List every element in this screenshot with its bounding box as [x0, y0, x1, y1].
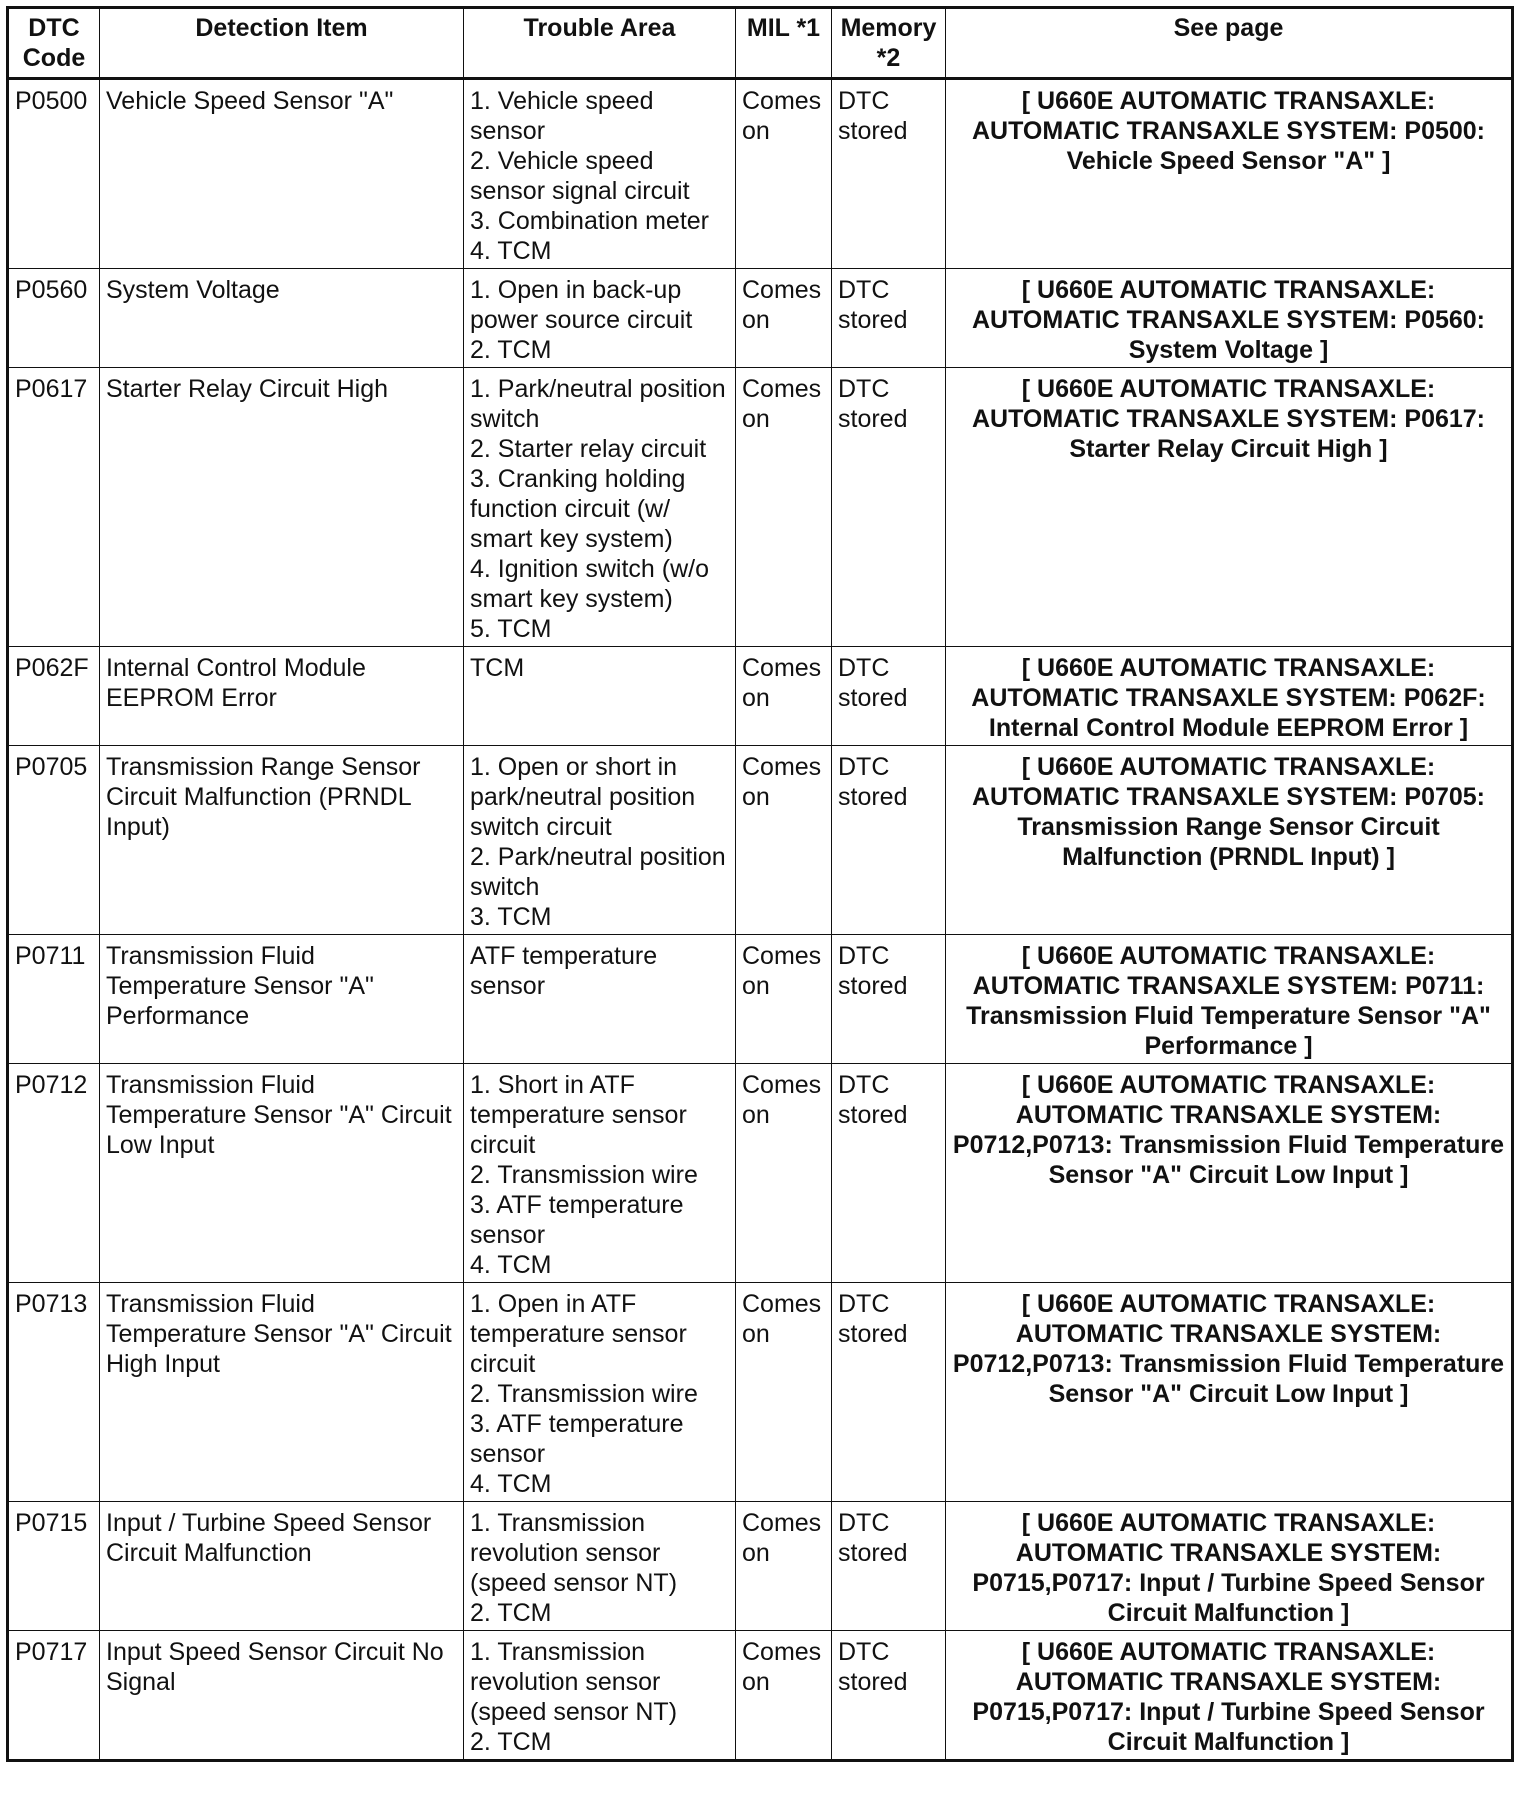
header-detection-item: Detection Item [100, 8, 464, 79]
see-page-link[interactable]: [ U660E AUTOMATIC TRANSAXLE: AUTOMATIC TRANSAXLE SYSTEM: P0617: Starter Relay Circuit High ] [971, 375, 1486, 463]
trouble-area-line: 5. TCM [470, 615, 552, 643]
trouble-area-line: 2. Park/neutral position switch [470, 843, 726, 901]
see-page-cell [946, 935, 1513, 1064]
memory-cell: DTC stored [832, 368, 946, 647]
table-row [8, 368, 1513, 647]
detection-item-cell: Starter Relay Circuit High [100, 368, 464, 647]
detection-item-cell: Transmission Fluid Temperature Sensor "A" Performance [100, 935, 464, 1064]
mil-cell: Comes on [736, 746, 832, 935]
see-page-link[interactable]: [ U660E AUTOMATIC TRANSAXLE: AUTOMATIC TRANSAXLE SYSTEM: P0712,P0713: Transmission Fluid Temperature Sensor "A" Circuit Low Input ] [952, 1071, 1505, 1189]
see-page-link[interactable]: [ U660E AUTOMATIC TRANSAXLE: AUTOMATIC TRANSAXLE SYSTEM: P0500: Vehicle Speed Sensor "A" ] [971, 87, 1486, 175]
detection-item-cell: System Voltage [100, 269, 464, 368]
mil-cell: Comes on [736, 647, 832, 746]
trouble-area-cell [464, 368, 736, 647]
header-mil: MIL *1 [736, 8, 832, 79]
see-page-link[interactable]: [ U660E AUTOMATIC TRANSAXLE: AUTOMATIC TRANSAXLE SYSTEM: P062F: Internal Control Module EEPROM Error ] [971, 654, 1486, 742]
detection-item-cell: Transmission Fluid Temperature Sensor "A" Circuit High Input [100, 1283, 464, 1502]
trouble-area-cell [464, 647, 736, 746]
detection-item-cell: Transmission Fluid Temperature Sensor "A" Circuit Low Input [100, 1064, 464, 1283]
table-header-row [8, 8, 1513, 79]
header-memory: Memory *2 [832, 8, 946, 79]
trouble-area-line: 1. Transmission revolution sensor (speed sensor NT) [470, 1509, 678, 1597]
trouble-area-cell [464, 1631, 736, 1761]
dtc-code-cell: P0705 [8, 746, 100, 935]
trouble-area-cell [464, 1502, 736, 1631]
mil-cell: Comes on [736, 1064, 832, 1283]
header-dtc-code: DTC Code [8, 8, 100, 79]
see-page-cell [946, 1283, 1513, 1502]
dtc-table [6, 6, 1514, 1762]
table-row [8, 1064, 1513, 1283]
trouble-area-line: 2. Transmission wire [470, 1161, 698, 1189]
memory-cell: DTC stored [832, 1064, 946, 1283]
trouble-area-cell [464, 269, 736, 368]
trouble-area-cell [464, 746, 736, 935]
trouble-area-line: ATF temperature sensor [470, 942, 658, 1000]
see-page-cell [946, 746, 1513, 935]
dtc-code-cell: P0560 [8, 269, 100, 368]
trouble-area-line: 4. TCM [470, 237, 552, 265]
trouble-area-line: 3. TCM [470, 903, 552, 931]
trouble-area-line: 3. ATF temperature sensor [470, 1410, 684, 1468]
dtc-code-cell: P062F [8, 647, 100, 746]
trouble-area-line: 2. Starter relay circuit [470, 435, 707, 463]
see-page-link[interactable]: [ U660E AUTOMATIC TRANSAXLE: AUTOMATIC TRANSAXLE SYSTEM: P0712,P0713: Transmission Fluid Temperature Sensor "A" Circuit Low Input ] [952, 1290, 1505, 1408]
header-trouble-area: Trouble Area [464, 8, 736, 79]
dtc-code-cell: P0711 [8, 935, 100, 1064]
trouble-area-line: 1. Vehicle speed sensor [470, 87, 654, 145]
trouble-area-cell [464, 935, 736, 1064]
see-page-cell [946, 269, 1513, 368]
detection-item-cell: Input / Turbine Speed Sensor Circuit Malfunction [100, 1502, 464, 1631]
see-page-cell [946, 79, 1513, 269]
table-row [8, 935, 1513, 1064]
detection-item-cell: Internal Control Module EEPROM Error [100, 647, 464, 746]
table-row [8, 647, 1513, 746]
table-row [8, 746, 1513, 935]
mil-cell: Comes on [736, 1631, 832, 1761]
trouble-area-line: 1. Transmission revolution sensor (speed sensor NT) [470, 1638, 678, 1726]
table-row [8, 1283, 1513, 1502]
mil-cell: Comes on [736, 935, 832, 1064]
memory-cell: DTC stored [832, 79, 946, 269]
table-row [8, 269, 1513, 368]
trouble-area-line: 1. Short in ATF temperature sensor circuit [470, 1071, 687, 1159]
dtc-code-cell: P0715 [8, 1502, 100, 1631]
trouble-area-line: 3. Combination meter [470, 207, 710, 235]
table-row [8, 1502, 1513, 1631]
trouble-area-line: 2. TCM [470, 1599, 552, 1627]
trouble-area-line: 3. Cranking holding function circuit (w/ smart key system) [470, 465, 686, 553]
see-page-link[interactable]: [ U660E AUTOMATIC TRANSAXLE: AUTOMATIC TRANSAXLE SYSTEM: P0715,P0717: Input / Turbine Speed Sensor Circuit Malfunction ] [972, 1509, 1485, 1627]
see-page-link[interactable]: [ U660E AUTOMATIC TRANSAXLE: AUTOMATIC TRANSAXLE SYSTEM: P0715,P0717: Input / Turbine Speed Sensor Circuit Malfunction ] [972, 1638, 1485, 1756]
see-page-cell [946, 1502, 1513, 1631]
see-page-cell [946, 1064, 1513, 1283]
trouble-area-line: 2. TCM [470, 336, 552, 364]
dtc-code-cell: P0713 [8, 1283, 100, 1502]
memory-cell: DTC stored [832, 269, 946, 368]
memory-cell: DTC stored [832, 647, 946, 746]
memory-cell: DTC stored [832, 935, 946, 1064]
mil-cell: Comes on [736, 79, 832, 269]
memory-cell: DTC stored [832, 1502, 946, 1631]
trouble-area-cell [464, 1283, 736, 1502]
table-body [8, 79, 1513, 1761]
see-page-cell [946, 647, 1513, 746]
trouble-area-line: 3. ATF temperature sensor [470, 1191, 684, 1249]
detection-item-cell: Transmission Range Sensor Circuit Malfunction (PRNDL Input) [100, 746, 464, 935]
see-page-cell [946, 1631, 1513, 1761]
see-page-link[interactable]: [ U660E AUTOMATIC TRANSAXLE: AUTOMATIC TRANSAXLE SYSTEM: P0711: Transmission Fluid Temperature Sensor "A" Performance ] [966, 942, 1491, 1060]
mil-cell: Comes on [736, 368, 832, 647]
trouble-area-line: 1. Open or short in park/neutral position switch circuit [470, 753, 696, 841]
trouble-area-line: 4. TCM [470, 1470, 552, 1498]
mil-cell: Comes on [736, 1502, 832, 1631]
trouble-area-line: TCM [470, 654, 525, 682]
dtc-code-cell: P0500 [8, 79, 100, 269]
header-see-page: See page [946, 8, 1513, 79]
memory-cell: DTC stored [832, 1631, 946, 1761]
mil-cell: Comes on [736, 269, 832, 368]
trouble-area-line: 1. Open in back-up power source circuit [470, 276, 693, 334]
trouble-area-line: 1. Park/neutral position switch [470, 375, 726, 433]
trouble-area-line: 2. Vehicle speed sensor signal circuit [470, 147, 690, 205]
dtc-code-cell: P0617 [8, 368, 100, 647]
detection-item-cell: Input Speed Sensor Circuit No Signal [100, 1631, 464, 1761]
memory-cell: DTC stored [832, 1283, 946, 1502]
dtc-code-cell: P0717 [8, 1631, 100, 1761]
table-row [8, 1631, 1513, 1761]
see-page-link[interactable]: [ U660E AUTOMATIC TRANSAXLE: AUTOMATIC TRANSAXLE SYSTEM: P0560: System Voltage ] [971, 276, 1486, 364]
trouble-area-line: 4. Ignition switch (w/o smart key system) [470, 555, 709, 613]
trouble-area-line: 4. TCM [470, 1251, 552, 1279]
trouble-area-cell [464, 1064, 736, 1283]
trouble-area-line: 2. Transmission wire [470, 1380, 698, 1408]
trouble-area-cell [464, 79, 736, 269]
memory-cell: DTC stored [832, 746, 946, 935]
trouble-area-line: 1. Open in ATF temperature sensor circuit [470, 1290, 687, 1378]
detection-item-cell: Vehicle Speed Sensor "A" [100, 79, 464, 269]
table-row [8, 79, 1513, 269]
mil-cell: Comes on [736, 1283, 832, 1502]
see-page-link[interactable]: [ U660E AUTOMATIC TRANSAXLE: AUTOMATIC TRANSAXLE SYSTEM: P0705: Transmission Range Sensor Circuit Malfunction (PRNDL Input) ] [971, 753, 1486, 871]
dtc-code-cell: P0712 [8, 1064, 100, 1283]
see-page-cell [946, 368, 1513, 647]
trouble-area-line: 2. TCM [470, 1728, 552, 1756]
